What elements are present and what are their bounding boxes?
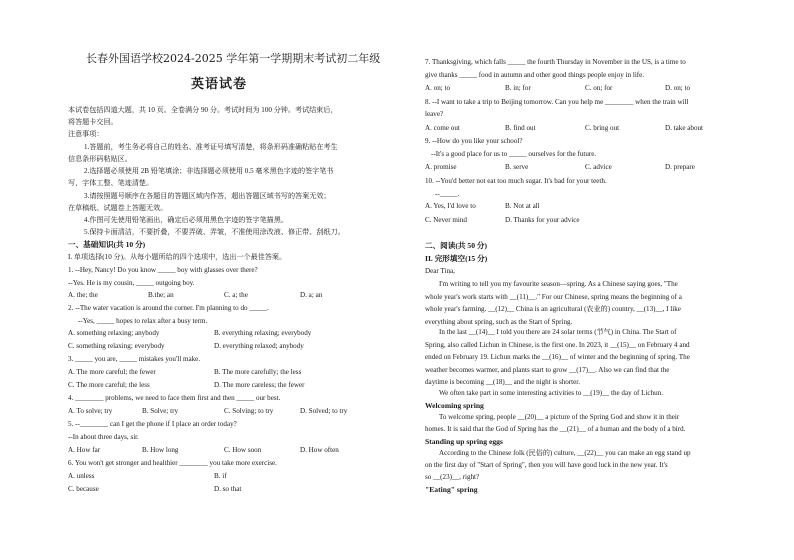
question-stem: 9. --How do you like your school?: [425, 137, 523, 145]
letter-greeting: Dear Tina,: [425, 267, 455, 275]
question-stem: 3. _____ you are, _____ mistakes you'll make.: [68, 355, 201, 363]
intro-line: 写，字体工整、笔迹清楚。: [68, 179, 154, 187]
passage-line: I'm writing to tell you my favourite season—spring. As a Chinese saying goes, "The: [439, 280, 678, 288]
passage-line: daytime is becoming __(18)__ and the night is shorter.: [425, 378, 581, 386]
question-extra: --_____.: [435, 190, 460, 198]
part-heading: II. 完形填空(15 分): [425, 254, 488, 263]
option: A. the; the: [68, 291, 98, 299]
passage-line: Spring, also called Lichun in Chinese, is the first one. In 2023, it __(15)__ on February 4 and: [425, 341, 690, 349]
intro-line: 信息条形码粘贴区。: [68, 155, 132, 163]
option: B. in; for: [505, 84, 531, 92]
option: C. How soon: [224, 446, 262, 454]
exam-subtitle: 英语试卷: [191, 77, 248, 92]
option: B. if: [214, 472, 227, 480]
option: B. How long: [142, 446, 179, 454]
passage-line: ended on February 19. Lichun marks the __(16)__ of winter and the beginning of spring. The: [425, 353, 690, 361]
passage-line: whole year's work starts with __(11)__." For our Chinese, spring means the beginning of a: [425, 293, 682, 301]
option: B. everything relaxing; everybody: [214, 329, 312, 337]
option: A. The more careful; the fewer: [68, 368, 156, 376]
intro-line: 将答题卡交回。: [68, 118, 118, 126]
option: D. Solved; to try: [300, 407, 348, 415]
passage-line: on the first day of "Start of Spring", then you will have good luck in the new year. It's: [425, 461, 668, 469]
option: C. something relaxing; everybody: [68, 342, 165, 350]
option: D. The more careless; the fewer: [214, 381, 305, 389]
question-stem: 1. --Hey, Nancy! Do you know _____ boy with glasses over there?: [68, 266, 258, 274]
passage-line: homes. It is said that the God of Spring has the __(21)__ of a human and the body of a bird.: [425, 425, 686, 433]
question-extra: --Yes. He is my cousin, _____ outgoing boy.: [68, 279, 195, 287]
question-stem: 8. --I want to take a trip to Beijing tomorrow. Can you help me ________ when the train will: [425, 98, 689, 106]
option: C. bring out: [585, 124, 620, 132]
intro-line: 注意事项：: [68, 130, 104, 138]
option: C. Solving; to try: [224, 407, 274, 415]
passage-line: To welcome spring, people __(20)__ a picture of the Spring God and show it in their: [439, 413, 680, 421]
intro-line: 5.保持卡面清洁，不要折叠，不要弄破、弄皱，不准使用涂改液、修正带、刮纸刀。: [84, 228, 345, 236]
option: A. something relaxing; anybody: [68, 329, 160, 337]
option: D. everything relaxed; anybody: [214, 342, 304, 350]
option: D. How often: [300, 446, 339, 454]
part-heading: I. 单项选择(10 分)。从每小题所给的四个选项中，选出一个最佳答案。: [68, 253, 287, 261]
passage-line: so __(23)__, right?: [425, 473, 480, 481]
passage-line: We often take part in some interesting activities to __(19)__ the day of Lichun.: [439, 389, 663, 397]
question-extra: leave?: [425, 110, 444, 118]
passage-line: According to the Chinese folk (民俗的) culture, __(22)__ you can make an egg stand up: [439, 449, 691, 457]
question-stem: 4. ________ problems, we need to face them first and then _____ our best.: [68, 394, 281, 402]
question-extra: --In about three days, sir.: [68, 433, 139, 441]
option: D. prepare: [665, 163, 695, 171]
option: D. Thanks for your advice: [505, 216, 580, 224]
intro-line: 2.选择题必须使用 2B 铅笔填涂；非选择题必须使用 0.5 毫米黑色字迹的签字笔书: [84, 167, 334, 175]
section-heading: 一、基础知识(共 10 分): [68, 240, 146, 249]
option: C. Never mind: [425, 216, 467, 224]
option: D. a; an: [300, 291, 323, 299]
option: A. How far: [68, 446, 101, 454]
option: D. so that: [214, 485, 242, 493]
passage-line: everything about spring, such as the Start of Spring.: [425, 318, 573, 326]
option: A. Yes, I'd love to: [425, 202, 476, 210]
intro-line: 在草稿纸、试题卷上答题无效。: [68, 204, 168, 212]
option: B. The more carefully; the less: [214, 368, 302, 376]
intro-line: 本试卷包括四道大题，共 10 页。全卷满分 90 分。考试时间为 100 分钟。考试结束后，: [68, 106, 338, 114]
option: D. on; to: [665, 84, 691, 92]
option: A. come out: [425, 124, 460, 132]
question-extra: --It's a good place for us to _____ ourselves for the future.: [431, 150, 597, 158]
option: B.the; an: [148, 291, 174, 299]
option: A. To solve; try: [68, 407, 113, 415]
question-stem: 5. --________ can I get the phone if I place an order today?: [68, 420, 237, 428]
exam-title: 长春外国语学校2024-2025 学年第一学期期末考试初二年级: [86, 52, 381, 65]
passage-line: In the last __(14)__ I told you there are 24 solar terms (节气) in China. The Start of: [439, 328, 677, 336]
option: A. on; to: [425, 84, 451, 92]
option: B. find out: [505, 124, 536, 132]
question-stem: 10. --You'd better not eat too much sugar. It's bad for your teeth.: [425, 177, 607, 185]
option: B. serve: [505, 163, 529, 171]
intro-line: 4.作图可先使用铅笔画出，确定后必须用黑色字迹的签字笔描黑。: [84, 216, 288, 224]
option: A. unless: [68, 472, 95, 480]
option: A. promise: [425, 163, 457, 171]
passage-line: whole year's farming. __(12)__ China is an agricultural (农业的) country, __(13)__, I like: [425, 305, 681, 313]
passage-subheading: Welcoming spring: [425, 401, 484, 410]
question-extra: --Yes, _____ hopes to relax after a busy term.: [78, 317, 208, 325]
question-stem: 6. You won't get stronger and healthier ________ you take more exercise.: [68, 459, 277, 467]
option: C. The more careful; the less: [68, 381, 150, 389]
passage-subheading: "Eating" spring: [425, 485, 478, 494]
option: B. Not at all: [505, 202, 540, 210]
option: C. because: [68, 485, 99, 493]
section-heading: 二、阅读(共 50 分): [425, 241, 488, 250]
option: B. Solve; try: [142, 407, 179, 415]
option: C. on; for: [585, 84, 613, 92]
intro-line: 1.答题前，考生务必将自己的姓名、准考证号填写清楚，将条形码准确粘贴在考生: [84, 143, 338, 151]
intro-line: 3.请按照题号顺序在各题目的答题区域内作答，超出答题区域书写的答案无效；: [84, 192, 331, 200]
question-extra: give thanks _____ food in autumn and other good things people enjoy in life.: [425, 71, 645, 79]
option: C. advice: [585, 163, 612, 171]
question-stem: 2. --The water vacation is around the corner. I'm planning to do _____.: [68, 304, 269, 312]
passage-line: weather becomes warmer, and plants start to grow __(17)__. Also we can find that the: [425, 366, 670, 374]
question-stem: 7. Thanksgiving, which falls _____ the fourth Thursday in November in the US, is a time to: [425, 58, 686, 66]
passage-subheading: Standing up spring eggs: [425, 437, 503, 446]
option: C. a; the: [224, 291, 248, 299]
option: D. take about: [665, 124, 704, 132]
